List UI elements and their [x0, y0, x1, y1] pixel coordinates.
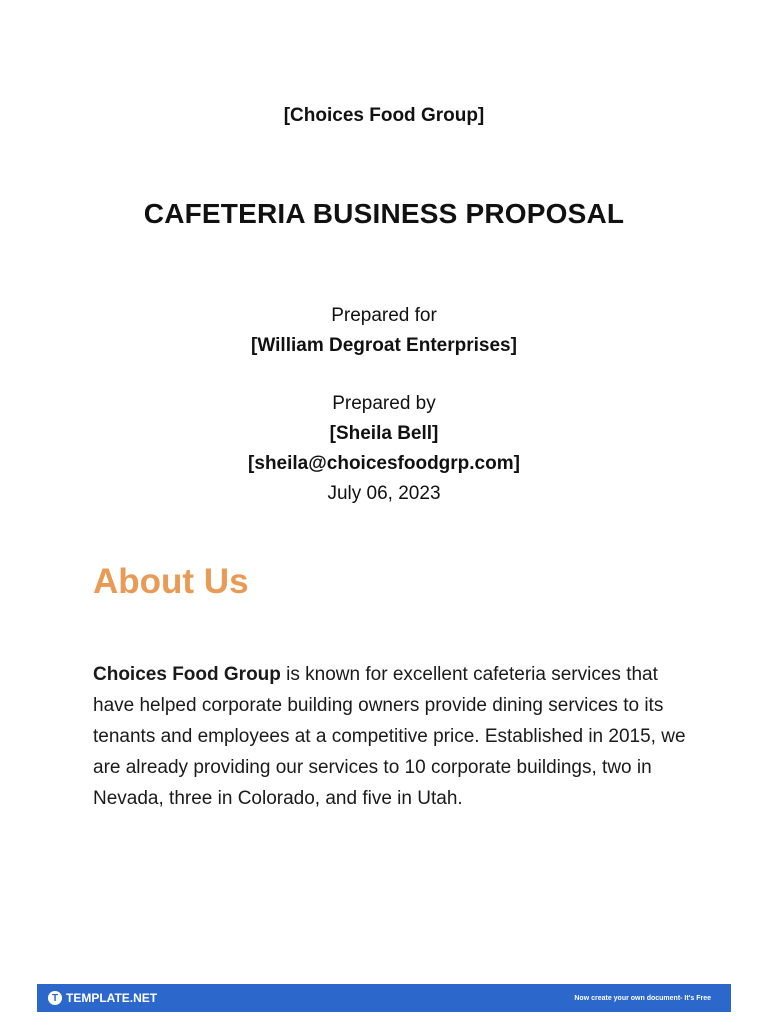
prepared-for-block: [0, 301, 768, 361]
author-email: [sheila@choicesfoodgrp.com]: [248, 453, 520, 474]
prepared-by-label: Prepared by: [332, 393, 436, 414]
prepared-by-block: [0, 389, 768, 509]
about-body-text: is known for excellent cafeteria services that have helped corporate building owners provide dining services to its tenants and employees at a competitive price. Established in 2015, we are already providing our services to 10 corporate buildings, two in Nevada, three in Colorado, and five in Utah.: [93, 664, 686, 809]
about-company-name: Choices Food Group: [93, 664, 281, 685]
footer-tagline[interactable]: Now create your own document- It's Free: [574, 994, 711, 1002]
brand-name: TEMPLATE.NET: [66, 991, 158, 1005]
company-name: [Choices Food Group]: [283, 105, 485, 126]
author-name: [Sheila Bell]: [329, 423, 439, 444]
prepared-for-label: Prepared for: [331, 305, 437, 326]
template-logo-icon: T: [48, 991, 62, 1005]
document-date: July 06, 2023: [327, 483, 441, 504]
client-name: [William Degroat Enterprises]: [251, 335, 517, 356]
document-title: CAFETERIA BUSINESS PROPOSAL: [143, 198, 625, 229]
brand-logo[interactable]: [48, 991, 157, 1005]
about-us-paragraph: [93, 659, 693, 814]
footer-banner[interactable]: [37, 984, 731, 1012]
about-us-heading: About Us: [93, 562, 249, 601]
